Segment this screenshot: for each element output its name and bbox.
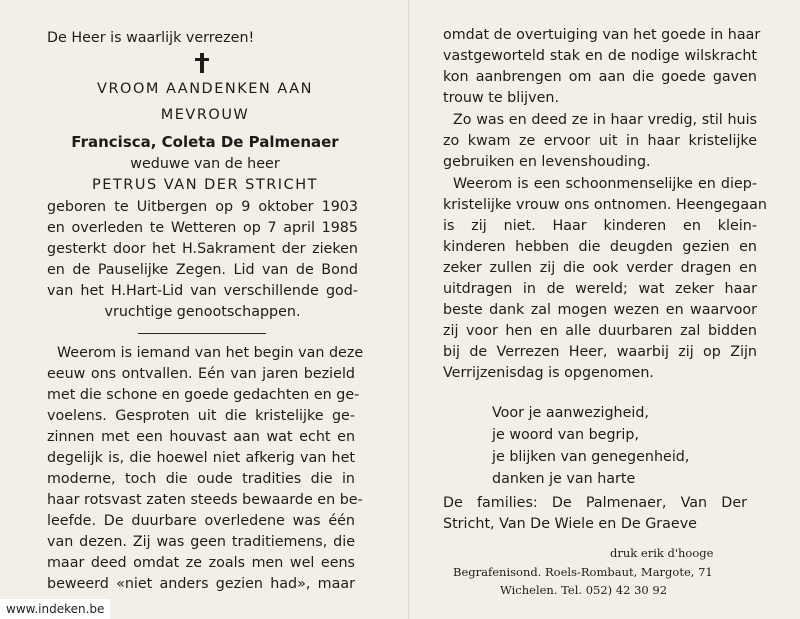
heading: De Heer is waarlijk verrezen! (47, 30, 255, 46)
text-line: uitdragen in de wereld; wat zeker haar (443, 281, 757, 297)
site-watermark: www.indeken.be (0, 599, 110, 619)
title-line-2: MEVROUW (160, 107, 250, 123)
body-line: eeuw ons ontvallen. Eén van jaren bezield (47, 366, 355, 382)
text-line: kinderen hebben die deugden gezien en (443, 239, 757, 255)
body-line: zinnen met een houvast aan wat echt en (47, 429, 355, 445)
cross-icon (195, 53, 209, 73)
deceased-name: Francisca, Coleta De Palmenaer (71, 133, 339, 151)
body-line: leefde. De duurbare overledene was één (47, 513, 355, 529)
text-line: Weerom is een schoonmenselijke en diep- (453, 176, 757, 192)
poem-line: Voor je aanwezigheid, (492, 405, 649, 421)
widow-line: weduwe van de heer (130, 156, 280, 172)
poem-line: danken je van harte (492, 471, 636, 487)
bio-line: vruchtige genootschappen. (104, 304, 301, 320)
bio-line: gesterkt door het H.Sakrament der zieken (47, 241, 358, 257)
body-line: Weerom is iemand van het begin van deze (57, 345, 364, 361)
divider (138, 333, 266, 334)
body-line: met die schone en goede gedachten en ge- (47, 387, 360, 403)
text-line: zeker zullen zij die ook verder dragen en (443, 260, 757, 276)
text-line: Verrijzenisdag is opgenomen. (443, 365, 654, 381)
families-line: De families: De Palmenaer, Van Der (443, 495, 747, 511)
text-line: is zij niet. Haar kinderen en klein- (443, 218, 757, 234)
text-line: vastgeworteld stak en de nodige wilskracht (443, 48, 757, 64)
printer-line: druk erik d'hooge (610, 546, 714, 560)
title-line-1: VROOM AANDENKEN AAN (97, 81, 313, 97)
text-line: kristelijke vrouw ons ontnomen. Heengegaan (443, 197, 767, 213)
body-line: beweerd «niet anders gezien had», maar (47, 576, 355, 592)
body-line: moderne, toch die oude tradities die in (47, 471, 355, 487)
undertaker-line: Begrafenisond. Roels-Rombaut, Margote, 71 (453, 565, 713, 579)
text-line: zo kwam ze ervoor uit in haar kristelijke (443, 133, 757, 149)
undertaker-address-line: Wichelen. Tel. 052) 42 30 92 (500, 583, 668, 597)
text-line: kon aanbrengen om aan die goede gaven (443, 69, 757, 85)
bio-line: en de Pauselijke Zegen. Lid van de Bond (47, 262, 358, 278)
body-line: degelijk is, die hoewel niet afkerig van het (47, 450, 355, 466)
husband-name: PETRUS VAN DER STRICHT (92, 177, 318, 193)
text-line: gebruiken en levenshouding. (443, 154, 651, 170)
body-line: voelens. Gesproten uit die kristelijke ge- (47, 408, 355, 424)
text-line: Zo was en deed ze in haar vredig, stil huis (453, 112, 757, 128)
text-line: omdat de overtuiging van het goede in haar (443, 27, 761, 43)
bio-line: en overleden te Wetteren op 7 april 1985 (47, 220, 358, 236)
card-fold (408, 0, 410, 619)
bio-line: geboren te Uitbergen op 9 oktober 1903 (47, 199, 358, 215)
text-line: beste dank zal mogen wezen en waarvoor (443, 302, 757, 318)
body-line: maar deed omdat ze zoals men wel eens (47, 555, 355, 571)
body-line: haar rotsvast zaten steeds bewaarde en be- (47, 492, 363, 508)
text-line: bij de Verrezen Heer, waarbij zij op Zijn (443, 344, 757, 360)
bio-line: van het H.Hart-Lid van verschillende god- (47, 283, 358, 299)
text-line: zij voor hen en alle duurbaren zal bidden (443, 323, 757, 339)
poem-line: je woord van begrip, (492, 427, 639, 443)
poem-line: je blijken van genegenheid, (492, 449, 690, 465)
body-line: van dezen. Zij was geen traditiemens, die (47, 534, 355, 550)
families-line: Stricht, Van De Wiele en De Graeve (443, 516, 697, 532)
text-line: trouw te blijven. (443, 90, 560, 106)
